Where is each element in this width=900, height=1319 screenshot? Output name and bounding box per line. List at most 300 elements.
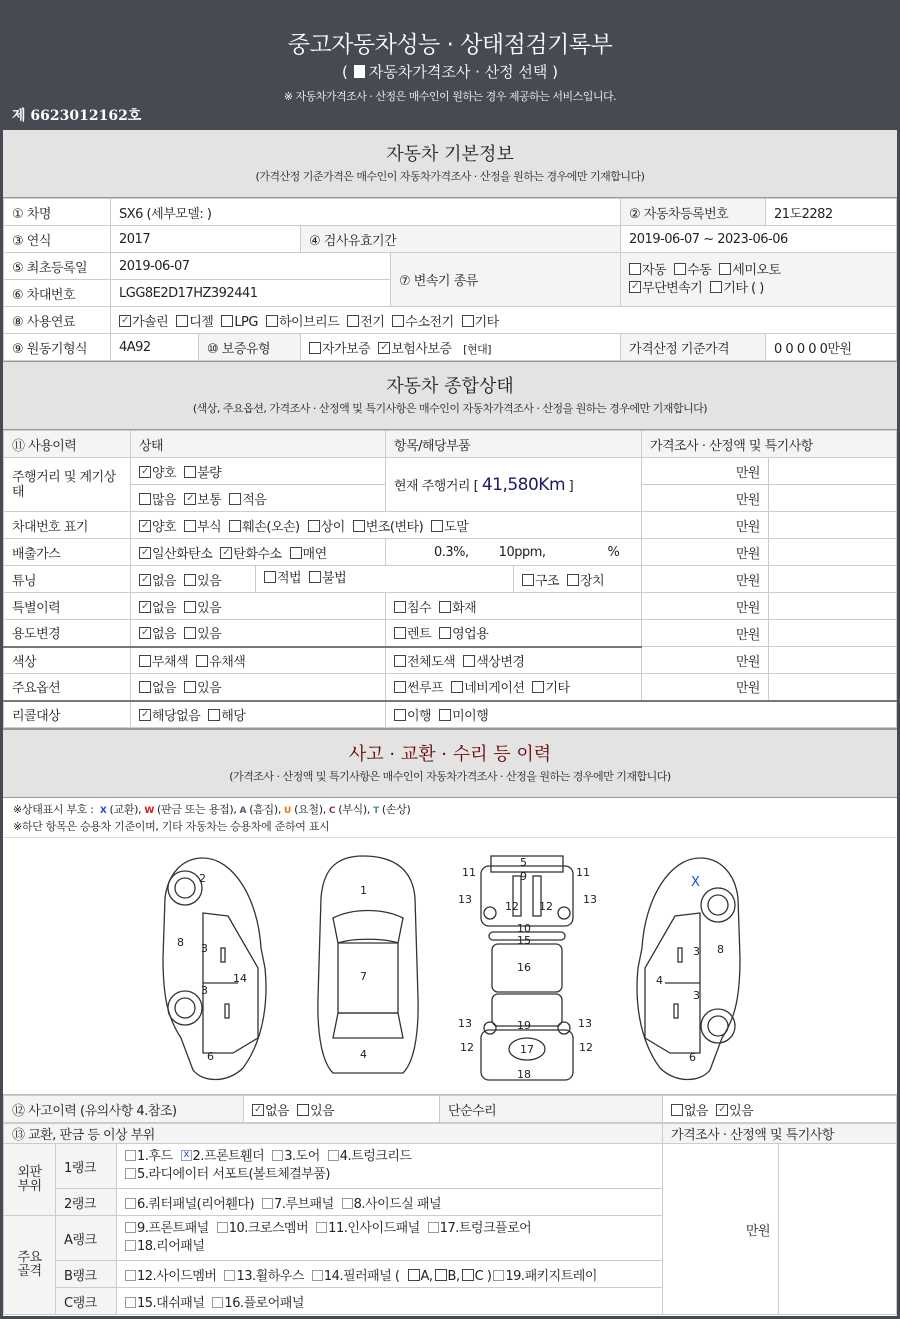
checkbox[interactable] <box>710 281 722 293</box>
svg-text:13: 13 <box>578 1017 592 1030</box>
option-item <box>176 315 213 330</box>
legend-label: (판금 또는 용접), <box>157 803 237 816</box>
option-label: 무단변속기 <box>642 280 703 296</box>
svg-text:9: 9 <box>520 870 527 883</box>
checkbox[interactable] <box>408 1269 420 1281</box>
option-label: 6.쿼터패널(리어휀다) <box>137 1196 255 1212</box>
option-item <box>567 574 604 589</box>
svg-text:10: 10 <box>517 922 531 935</box>
option-label: 17.트렁크플로어 <box>439 1221 532 1236</box>
checkbox[interactable] <box>125 1168 136 1179</box>
checkbox[interactable] <box>378 342 390 354</box>
svg-text:8: 8 <box>717 943 724 956</box>
record-number: 제 6623012162호 <box>12 108 142 124</box>
checkbox[interactable] <box>266 315 278 327</box>
checkbox[interactable] <box>309 571 321 583</box>
option-item <box>719 263 780 278</box>
gas-values <box>386 539 642 566</box>
svg-text:11: 11 <box>462 866 476 879</box>
checkbox[interactable] <box>328 1150 339 1161</box>
checkbox[interactable] <box>139 601 151 613</box>
option-item <box>184 681 221 696</box>
option-item <box>394 627 431 642</box>
option-label: 8.사이드실 패널 <box>353 1196 442 1212</box>
option-label: 전기 <box>360 314 385 330</box>
option-label: 불법 <box>322 571 347 586</box>
option-label: 있음 <box>310 1103 335 1119</box>
option-label: 영업용 <box>452 627 489 643</box>
note-cell[interactable] <box>769 566 897 593</box>
checkbox[interactable] <box>184 627 196 639</box>
option-item <box>125 1167 330 1182</box>
note-cell[interactable] <box>769 593 897 620</box>
option-item <box>184 466 221 481</box>
checkbox[interactable] <box>716 1104 728 1116</box>
checkbox[interactable] <box>139 493 151 505</box>
use-state <box>131 620 386 647</box>
unit: 만원 <box>642 458 769 485</box>
checkbox[interactable] <box>392 315 404 327</box>
option-label: 양호 <box>152 465 177 481</box>
option-item <box>312 1269 400 1284</box>
label: ③ 연식 <box>4 226 111 253</box>
label: 가격산정 기준가격 <box>621 334 766 361</box>
checkbox[interactable] <box>184 520 196 532</box>
option-label: 일산화탄소 <box>152 546 213 562</box>
option-item <box>181 1149 265 1164</box>
option-item <box>184 493 221 508</box>
checkbox[interactable] <box>316 1222 327 1233</box>
option-item <box>671 1104 708 1119</box>
svg-text:8: 8 <box>177 936 184 949</box>
checkbox[interactable] <box>394 681 406 693</box>
base-price <box>766 334 897 361</box>
option-label: 있음 <box>197 627 222 643</box>
option-item <box>139 655 188 670</box>
section-subtitle: (색상, 주요옵션, 가격조사 · 산정액 및 특기사항은 매수인이 자동차가격조사 · 산정을 원하는 경우에만 기재합니다) <box>192 402 708 415</box>
option-label: 장치 <box>580 573 605 589</box>
accident-history <box>244 1096 440 1123</box>
option-label: 탄화수소 <box>233 546 282 562</box>
option-label: 15.대쉬패널 <box>137 1295 205 1311</box>
option-label: 기타 ( ) <box>723 280 764 296</box>
svg-text:12: 12 <box>539 900 553 913</box>
basic-info-section-header <box>3 130 897 198</box>
option-item <box>139 466 176 481</box>
option-item <box>394 655 455 670</box>
option-label: 없음 <box>684 1103 709 1119</box>
note-cell[interactable] <box>769 539 897 566</box>
option-label: 수소전기 <box>405 314 454 330</box>
option-label: 디젤 <box>189 314 214 330</box>
checkbox[interactable] <box>431 520 443 532</box>
svg-text:3: 3 <box>201 984 208 997</box>
gas-co: 0.3%, <box>434 544 469 560</box>
tune-kind <box>514 570 612 589</box>
unit: 만원 <box>642 566 769 593</box>
checkbox[interactable] <box>629 263 641 275</box>
engine-type: 4A92 <box>111 334 199 361</box>
label: ⑬ 교환, 판금 등 이상 부위 <box>4 1124 663 1144</box>
option-label: 세미오토 <box>732 262 781 278</box>
checkbox[interactable] <box>220 547 232 559</box>
checkbox[interactable] <box>629 281 641 293</box>
outer-panel-label: 외판 부위 <box>4 1144 56 1216</box>
option-item <box>184 520 221 535</box>
checkbox[interactable] <box>125 1198 136 1209</box>
checkbox[interactable] <box>229 520 241 532</box>
checkbox[interactable] <box>309 342 321 354</box>
option-label: 19.패키지트레이 <box>505 1268 597 1284</box>
option-label: 4.트렁크리드 <box>339 1149 412 1164</box>
option-item <box>290 547 327 562</box>
checkbox[interactable] <box>312 1270 323 1281</box>
rankA-parts <box>117 1216 663 1261</box>
legend-label: (요철), <box>294 803 326 816</box>
note-cell[interactable] <box>769 674 897 701</box>
label: 특별이력 <box>4 593 131 620</box>
checkbox[interactable] <box>212 1297 223 1308</box>
label: ④ 검사유효기간 <box>301 226 621 253</box>
option-item <box>139 601 176 616</box>
checkbox[interactable] <box>217 1222 228 1233</box>
option-label: 적법 <box>277 571 302 586</box>
legend-label: (흠집), <box>249 803 282 816</box>
warranty-company: [현대] <box>463 342 492 356</box>
option-item <box>139 520 176 535</box>
checkbox[interactable] <box>252 1104 264 1116</box>
option-item <box>493 1269 597 1284</box>
price-check-checkbox[interactable] <box>354 65 365 78</box>
checkbox[interactable] <box>125 1150 136 1161</box>
label: 단순수리 <box>440 1096 663 1123</box>
option-label: 해당없음 <box>152 708 201 724</box>
mileage-state <box>131 485 386 512</box>
option-item <box>309 342 370 357</box>
option-label: 없음 <box>265 1103 290 1119</box>
car-left-side-view <box>163 858 266 1080</box>
rank-label: 1랭크 <box>56 1144 117 1189</box>
option-label: 자가보증 <box>322 341 371 357</box>
checkbox[interactable] <box>439 709 451 721</box>
checkbox[interactable] <box>139 627 151 639</box>
option-item <box>439 709 488 724</box>
checkbox[interactable] <box>264 571 276 583</box>
option-label: 해당 <box>221 708 246 724</box>
checkbox[interactable] <box>394 627 406 639</box>
option-label: 색상변경 <box>476 654 525 670</box>
checkbox[interactable] <box>139 466 151 478</box>
note-cell[interactable] <box>779 1144 897 1315</box>
checkbox[interactable] <box>125 1222 136 1233</box>
checkbox[interactable] <box>184 681 196 693</box>
option-label: 네비게이션 <box>464 681 525 697</box>
checkbox[interactable] <box>208 709 220 721</box>
option-item <box>125 1269 216 1284</box>
option-label: 하이브리드 <box>278 314 340 330</box>
label: ⑥ 차대번호 <box>4 280 111 307</box>
svg-text:18: 18 <box>517 1068 531 1081</box>
legend-label: (교환), <box>109 803 142 816</box>
label: 차대번호 표기 <box>4 512 131 539</box>
col-header: 항목/해당부품 <box>386 431 642 458</box>
checkbox[interactable] <box>462 315 474 327</box>
option-line <box>629 280 888 298</box>
checkbox[interactable] <box>394 655 406 667</box>
label: ⑫ 사고이력 (유의사항 4.참조) <box>4 1096 244 1123</box>
checkbox[interactable] <box>262 1198 273 1209</box>
svg-text:13: 13 <box>458 1017 472 1030</box>
document-header <box>0 0 900 130</box>
gas-pct: % <box>607 544 620 560</box>
recall-items <box>386 701 897 728</box>
option-item <box>629 281 702 296</box>
checkbox[interactable] <box>290 547 302 559</box>
checkbox[interactable] <box>196 655 208 667</box>
odo-state <box>131 458 386 485</box>
section-title: 사고 · 교환 · 수리 등 이력 <box>348 744 552 765</box>
status-legend <box>3 798 897 838</box>
option-item <box>394 681 443 696</box>
pillar-options <box>408 1269 494 1284</box>
label: 주행거리 및 계기상태 <box>4 458 131 512</box>
checkbox[interactable] <box>353 520 365 532</box>
odometer <box>386 458 642 512</box>
checkbox[interactable] <box>347 315 359 327</box>
checkbox[interactable] <box>462 1269 474 1281</box>
checkbox[interactable] <box>451 681 463 693</box>
option-label: 무채색 <box>152 654 189 670</box>
checkbox[interactable] <box>394 709 406 721</box>
use-items <box>386 620 642 647</box>
form-body <box>3 130 897 1316</box>
checkbox[interactable] <box>463 655 475 667</box>
checkbox[interactable] <box>719 263 731 275</box>
inspection-period: 2019-06-07 ~ 2023-06-06 <box>621 226 897 253</box>
col-header: 가격조사 · 산정액 및 특기사항 <box>663 1124 897 1144</box>
checkbox[interactable] <box>139 520 151 532</box>
option-label: 14.필러패널 ( <box>323 1268 400 1284</box>
checkbox[interactable] <box>342 1198 353 1209</box>
option-item <box>125 1239 204 1254</box>
checkbox[interactable] <box>184 466 196 478</box>
option-item <box>139 681 176 696</box>
transmission-options <box>621 253 897 307</box>
checkbox[interactable] <box>139 709 151 721</box>
checkbox[interactable] <box>439 601 451 613</box>
svg-text:2: 2 <box>199 872 206 885</box>
option-label: 썬루프 <box>407 681 444 697</box>
tune-legal <box>256 566 514 592</box>
option-label: 13.휠하우스 <box>236 1268 304 1284</box>
checkbox[interactable] <box>532 681 544 693</box>
parts-line <box>125 1220 654 1238</box>
option-label: 가솔린 <box>132 314 169 330</box>
unit: 만원 <box>642 647 769 674</box>
unit: 만원 <box>642 620 769 647</box>
rank-label: 2랭크 <box>56 1189 117 1216</box>
option-item <box>629 263 666 278</box>
note-cell[interactable] <box>769 512 897 539</box>
option-item <box>463 655 524 670</box>
rank-label: B랭크 <box>56 1261 117 1288</box>
svg-text:16: 16 <box>517 961 531 974</box>
col-header: ⑪ 사용이력 <box>4 431 131 458</box>
option-label: 9.프론트패널 <box>137 1221 209 1236</box>
checkbox[interactable] <box>139 574 151 586</box>
option-item <box>451 681 524 696</box>
price-value: 0 0 0 0 0 <box>774 341 828 357</box>
option-item <box>392 315 453 330</box>
svg-text:1: 1 <box>360 884 367 897</box>
checkbox[interactable] <box>394 601 406 613</box>
rank2-parts <box>117 1189 663 1216</box>
option-item <box>308 520 345 535</box>
accident-history-table <box>3 1095 897 1123</box>
parts-line <box>125 1238 654 1256</box>
checkbox[interactable] <box>181 1150 192 1161</box>
checkbox[interactable] <box>125 1240 136 1251</box>
option-item <box>378 342 451 357</box>
checkbox[interactable] <box>125 1297 136 1308</box>
checkbox[interactable] <box>493 1270 504 1281</box>
note-cell[interactable] <box>769 485 897 512</box>
pillar-label: C ) <box>474 1268 492 1284</box>
option-item <box>208 709 245 724</box>
option-item <box>394 709 431 724</box>
option-label: 침수 <box>407 600 432 616</box>
label: 튜닝 <box>4 566 131 593</box>
unit: 만원 <box>642 674 769 701</box>
color-state <box>131 647 386 674</box>
option-label: 화재 <box>452 600 477 616</box>
svg-text:15: 15 <box>517 934 531 947</box>
option-item <box>139 574 176 589</box>
checkbox[interactable] <box>671 1104 683 1116</box>
rank-label: C랭크 <box>56 1288 117 1315</box>
col-header: 상태 <box>131 431 386 458</box>
option-item <box>184 574 221 589</box>
option-item <box>532 681 569 696</box>
gas-state <box>131 539 386 566</box>
svg-text:4: 4 <box>360 1048 367 1061</box>
svg-text:19: 19 <box>517 1019 531 1032</box>
checkbox[interactable] <box>184 493 196 505</box>
checkbox[interactable] <box>229 493 241 505</box>
checkbox[interactable] <box>184 574 196 586</box>
label: 리콜대상 <box>4 701 131 728</box>
option-item <box>139 627 176 642</box>
checkbox[interactable] <box>139 547 151 559</box>
option-label: 1.후드 <box>137 1149 173 1164</box>
option-label: LPG <box>234 314 258 330</box>
option-label: 보통 <box>197 492 222 508</box>
option-item <box>139 547 212 562</box>
option-label: 유채색 <box>209 654 246 670</box>
svg-text:11: 11 <box>576 866 590 879</box>
exchange-mark: X <box>691 875 700 890</box>
section-subtitle: (가격조사 · 산정액 및 특기사항은 매수인이 자동차가격조사 · 산정을 원하는 경우에만 기재합니다) <box>229 770 671 783</box>
option-item <box>522 574 559 589</box>
label: ⑧ 사용연료 <box>4 307 111 334</box>
legend-label: (부식), <box>338 803 371 816</box>
option-label: 보험사보증 <box>391 341 452 357</box>
fuel-options <box>111 307 897 334</box>
parts-table <box>3 1123 897 1315</box>
option-item <box>272 1149 320 1164</box>
option-label: 자동 <box>642 262 667 278</box>
checkbox[interactable] <box>674 263 686 275</box>
option-label: 많음 <box>152 492 177 508</box>
unit: 만원 <box>642 512 769 539</box>
option-label: 렌트 <box>407 627 432 643</box>
option-label: 전체도색 <box>407 654 456 670</box>
checkbox[interactable] <box>567 574 579 586</box>
label: ② 자동차등록번호 <box>621 199 766 226</box>
svg-text:12: 12 <box>460 1041 474 1054</box>
checkbox[interactable] <box>308 520 320 532</box>
checkbox[interactable] <box>522 574 534 586</box>
checkbox[interactable] <box>139 681 151 693</box>
note-cell[interactable] <box>769 620 897 647</box>
note-cell[interactable] <box>769 458 897 485</box>
option-item <box>428 1221 532 1236</box>
svg-text:13: 13 <box>583 893 597 906</box>
rank-label: A랭크 <box>56 1216 117 1261</box>
option-item <box>119 315 168 330</box>
svg-text:3: 3 <box>693 989 700 1002</box>
checkbox[interactable] <box>439 627 451 639</box>
tune-detail <box>256 566 642 593</box>
checkbox[interactable] <box>119 315 131 327</box>
option-item <box>252 1104 289 1119</box>
checkbox[interactable] <box>224 1270 235 1281</box>
option-item <box>125 1221 209 1236</box>
checkbox[interactable] <box>428 1222 439 1233</box>
checkbox[interactable] <box>125 1270 136 1281</box>
label: ⑨ 원동기형식 <box>4 334 111 361</box>
vin-state <box>131 512 642 539</box>
parts-line <box>125 1269 408 1284</box>
option-item <box>229 520 299 535</box>
car-name: SX6 (세부모델: ) <box>111 199 621 226</box>
svg-text:14: 14 <box>233 972 247 985</box>
checkbox[interactable] <box>272 1150 283 1161</box>
option-label: 없음 <box>152 573 177 589</box>
legend-symbol: C <box>328 806 336 816</box>
odo-close: ] <box>568 478 574 494</box>
legend-label: (손상) <box>381 803 411 816</box>
note-cell[interactable] <box>769 647 897 674</box>
option-label: 훼손(오손) <box>242 519 300 535</box>
checkbox[interactable] <box>184 601 196 613</box>
option-label: 매연 <box>302 546 327 562</box>
checkbox[interactable] <box>297 1104 309 1116</box>
checkbox[interactable] <box>176 315 188 327</box>
svg-text:3: 3 <box>693 945 700 958</box>
option-label: 이행 <box>407 708 432 724</box>
unit: 만원 <box>642 593 769 620</box>
option-label: 기타 <box>545 681 570 697</box>
checkbox[interactable] <box>435 1269 447 1281</box>
checkbox[interactable] <box>139 655 151 667</box>
option-items <box>386 674 642 701</box>
price-unit: 만원 <box>827 341 852 357</box>
car-right-side-view <box>637 858 740 1080</box>
accident-section-header <box>3 728 897 798</box>
checkbox[interactable] <box>221 315 233 327</box>
option-label: 3.도어 <box>284 1149 320 1164</box>
